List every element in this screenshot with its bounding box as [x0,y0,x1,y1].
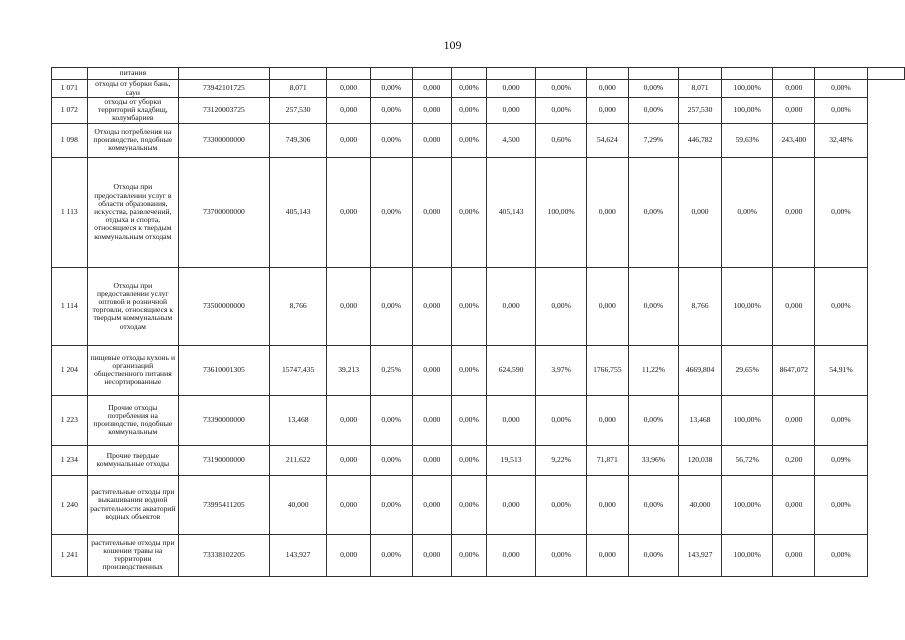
value-cell: 0,000 [327,157,371,267]
row-name-cell: отходы от уборки бань, саун [87,80,178,98]
value-cell: 0,00% [815,157,867,267]
table-row [52,534,905,576]
value-cell: 8,766 [269,267,327,345]
table-row [52,475,905,534]
value-cell: 143,927 [679,534,722,576]
value-cell: 0,000 [327,534,371,576]
value-cell [269,68,327,80]
value-cell [721,68,773,80]
value-cell: 9,22% [536,445,587,475]
row-code-cell: 73500000000 [178,267,269,345]
value-cell: 100,00% [536,157,587,267]
value-cell: 0,000 [327,445,371,475]
row-code-cell: 73120003725 [178,98,269,124]
table-row [52,345,905,395]
value-cell: 100,00% [721,98,773,124]
value-cell: 0,000 [679,157,722,267]
value-cell: 0,000 [327,80,371,98]
value-cell: 1766,755 [586,345,628,395]
value-cell: 59,63% [721,123,773,157]
table-row [52,98,905,124]
row-code-cell: 73338102205 [178,534,269,576]
row-name-cell: Прочие твердые коммунальные отходы [87,445,178,475]
value-cell: 0,00% [628,80,678,98]
row-name-cell: питания [87,68,178,80]
value-cell [452,68,487,80]
row-id-cell: 1 241 [52,534,88,576]
value-cell: 446,782 [679,123,722,157]
value-cell [773,68,815,80]
value-cell: 0,00% [452,80,487,98]
value-cell [586,68,628,80]
value-cell: 0,00% [815,80,867,98]
value-cell: 0,00% [370,98,412,124]
row-name-cell: растительные отходы при выкашивании водной растительности акваторий водных объектов [87,475,178,534]
value-cell: 0,000 [773,80,815,98]
value-cell: 54,91% [815,345,867,395]
value-cell: 0,200 [773,445,815,475]
value-cell: 0,00% [370,80,412,98]
value-cell: 0,000 [412,345,452,395]
value-cell: 15747,435 [269,345,327,395]
value-cell: 100,00% [721,395,773,445]
value-cell: 0,00% [370,445,412,475]
value-cell: 40,000 [269,475,327,534]
value-cell: 32,48% [815,123,867,157]
row-code-cell: 73300000000 [178,123,269,157]
value-cell: 0,00% [815,534,867,576]
value-cell: 0,00% [536,534,587,576]
value-cell: 0,000 [586,157,628,267]
value-cell: 0,000 [412,475,452,534]
value-cell: 0,00% [628,534,678,576]
value-cell: 0,000 [412,267,452,345]
value-cell: 100,00% [721,534,773,576]
value-cell: 0,000 [486,534,536,576]
row-name-cell: Отходы потребления на производстве, подобные коммунальным [87,123,178,157]
row-name-cell: отходы от уборки территорий кладбищ, колумбариев [87,98,178,124]
value-cell: 0,000 [486,395,536,445]
value-cell: 13,468 [269,395,327,445]
value-cell: 0,00% [536,80,587,98]
value-cell: 257,530 [679,98,722,124]
row-name-cell: Прочие отходы потребления на производстве, подобные коммунальным [87,395,178,445]
value-cell: 0,00% [452,267,487,345]
row-id-cell: 1 234 [52,445,88,475]
value-cell: 8,071 [679,80,722,98]
value-cell: 33,96% [628,445,678,475]
value-cell: 0,25% [370,345,412,395]
value-cell: 243,400 [773,123,815,157]
value-cell [486,68,536,80]
value-cell: 0,00% [721,157,773,267]
value-cell: 40,000 [679,475,722,534]
row-code-cell: 73610001305 [178,345,269,395]
value-cell: 56,72% [721,445,773,475]
value-cell: 0,000 [327,395,371,445]
value-cell: 0,000 [412,98,452,124]
row-code-cell: 73995411205 [178,475,269,534]
value-cell: 0,00% [452,157,487,267]
row-code-cell: 73190000000 [178,445,269,475]
value-cell: 0,000 [327,475,371,534]
value-cell: 0,000 [412,534,452,576]
row-name-cell: пищевые отходы кухонь и организаций общественного питания несортированные [87,345,178,395]
value-cell: 0,000 [412,445,452,475]
value-cell: 0,00% [815,395,867,445]
value-cell: 257,530 [269,98,327,124]
table-row [52,80,905,98]
value-cell: 0,000 [327,123,371,157]
row-id-cell: 1 223 [52,395,88,445]
row-code-cell: 73942101725 [178,80,269,98]
value-cell: 405,143 [269,157,327,267]
value-cell: 100,00% [721,267,773,345]
value-cell: 0,00% [536,267,587,345]
value-cell: 0,00% [452,345,487,395]
row-id-cell: 1 204 [52,345,88,395]
value-cell: 0,60% [536,123,587,157]
value-cell: 624,590 [486,345,536,395]
value-cell: 0,000 [586,80,628,98]
value-cell: 0,000 [486,98,536,124]
value-cell: 0,000 [412,123,452,157]
value-cell: 0,00% [370,395,412,445]
value-cell: 0,00% [452,395,487,445]
value-cell: 405,143 [486,157,536,267]
table-row [52,267,905,345]
row-id-cell: 1 114 [52,267,88,345]
value-cell: 0,00% [452,475,487,534]
value-cell [679,68,722,80]
value-cell: 4669,804 [679,345,722,395]
value-cell: 0,000 [773,267,815,345]
value-cell: 4,500 [486,123,536,157]
value-cell: 0,000 [773,534,815,576]
value-cell: 0,000 [486,475,536,534]
value-cell: 0,000 [412,395,452,445]
value-cell: 0,000 [773,157,815,267]
row-id-cell [52,68,88,80]
row-id-cell: 1 240 [52,475,88,534]
page-number: 109 [443,38,462,52]
value-cell: 0,000 [486,267,536,345]
value-cell: 0,00% [536,475,587,534]
value-cell: 0,00% [452,123,487,157]
table-row [52,395,905,445]
value-cell: 54,624 [586,123,628,157]
value-cell: 0,000 [586,395,628,445]
value-cell [815,68,867,80]
value-cell: 8,071 [269,80,327,98]
value-cell [327,68,371,80]
value-cell: 0,00% [452,445,487,475]
value-cell: 0,00% [815,475,867,534]
row-id-cell: 1 113 [52,157,88,267]
value-cell: 0,00% [536,395,587,445]
value-cell [536,68,587,80]
value-cell: 0,00% [452,98,487,124]
value-cell: 100,00% [721,475,773,534]
row-name-cell: Отходы при предоставлении услуг оптовой и розничной торговли, относящиеся к твердым коммунальным отходам [87,267,178,345]
value-cell: 0,00% [370,157,412,267]
value-cell: 29,65% [721,345,773,395]
value-cell: 8647,072 [773,345,815,395]
value-cell: 100,00% [721,80,773,98]
row-code-cell [178,68,269,80]
value-cell: 0,00% [628,475,678,534]
value-cell: 0,000 [586,534,628,576]
value-cell: 143,927 [269,534,327,576]
value-cell: 0,00% [452,534,487,576]
value-cell: 0,00% [370,475,412,534]
value-cell: 0,000 [327,98,371,124]
value-cell: 13,468 [679,395,722,445]
value-cell: 0,000 [773,475,815,534]
value-cell [867,68,904,80]
value-cell: 0,00% [628,395,678,445]
value-cell: 0,00% [815,267,867,345]
value-cell: 0,000 [586,98,628,124]
value-cell: 0,09% [815,445,867,475]
value-cell: 211,622 [269,445,327,475]
value-cell: 8,766 [679,267,722,345]
value-cell: 0,000 [327,267,371,345]
value-cell: 7,29% [628,123,678,157]
value-cell: 0,000 [412,157,452,267]
row-name-cell: растительные отходы при кошении травы на территории производственных [87,534,178,576]
row-id-cell: 1 072 [52,98,88,124]
waste-data-table [51,67,905,577]
value-cell [628,68,678,80]
value-cell: 19,513 [486,445,536,475]
value-cell: 0,000 [773,98,815,124]
value-cell: 71,871 [586,445,628,475]
row-name-cell: Отходы при предоставлении услуг в области образования, искусства, развлечений, отдыха и спорта, относящиеся к твердым коммунальным отходам [87,157,178,267]
value-cell: 0,00% [370,267,412,345]
value-cell: 39,213 [327,345,371,395]
value-cell: 3,97% [536,345,587,395]
value-cell: 0,00% [628,157,678,267]
value-cell: 120,038 [679,445,722,475]
table-row [52,157,905,267]
value-cell: 0,00% [370,534,412,576]
table-row [52,445,905,475]
value-cell: 0,00% [628,267,678,345]
value-cell: 0,000 [586,475,628,534]
row-id-cell: 1 071 [52,80,88,98]
value-cell: 749,306 [269,123,327,157]
table-row-continuation [52,68,905,80]
table-row [52,123,905,157]
value-cell: 0,00% [815,98,867,124]
value-cell [412,68,452,80]
value-cell: 0,000 [486,80,536,98]
value-cell: 0,000 [773,395,815,445]
value-cell: 0,00% [628,98,678,124]
value-cell: 0,000 [586,267,628,345]
value-cell: 0,00% [536,98,587,124]
row-code-cell: 73390000000 [178,395,269,445]
value-cell: 0,000 [412,80,452,98]
value-cell: 0,00% [370,123,412,157]
row-id-cell: 1 098 [52,123,88,157]
value-cell: 11,22% [628,345,678,395]
value-cell [370,68,412,80]
row-code-cell: 73700000000 [178,157,269,267]
